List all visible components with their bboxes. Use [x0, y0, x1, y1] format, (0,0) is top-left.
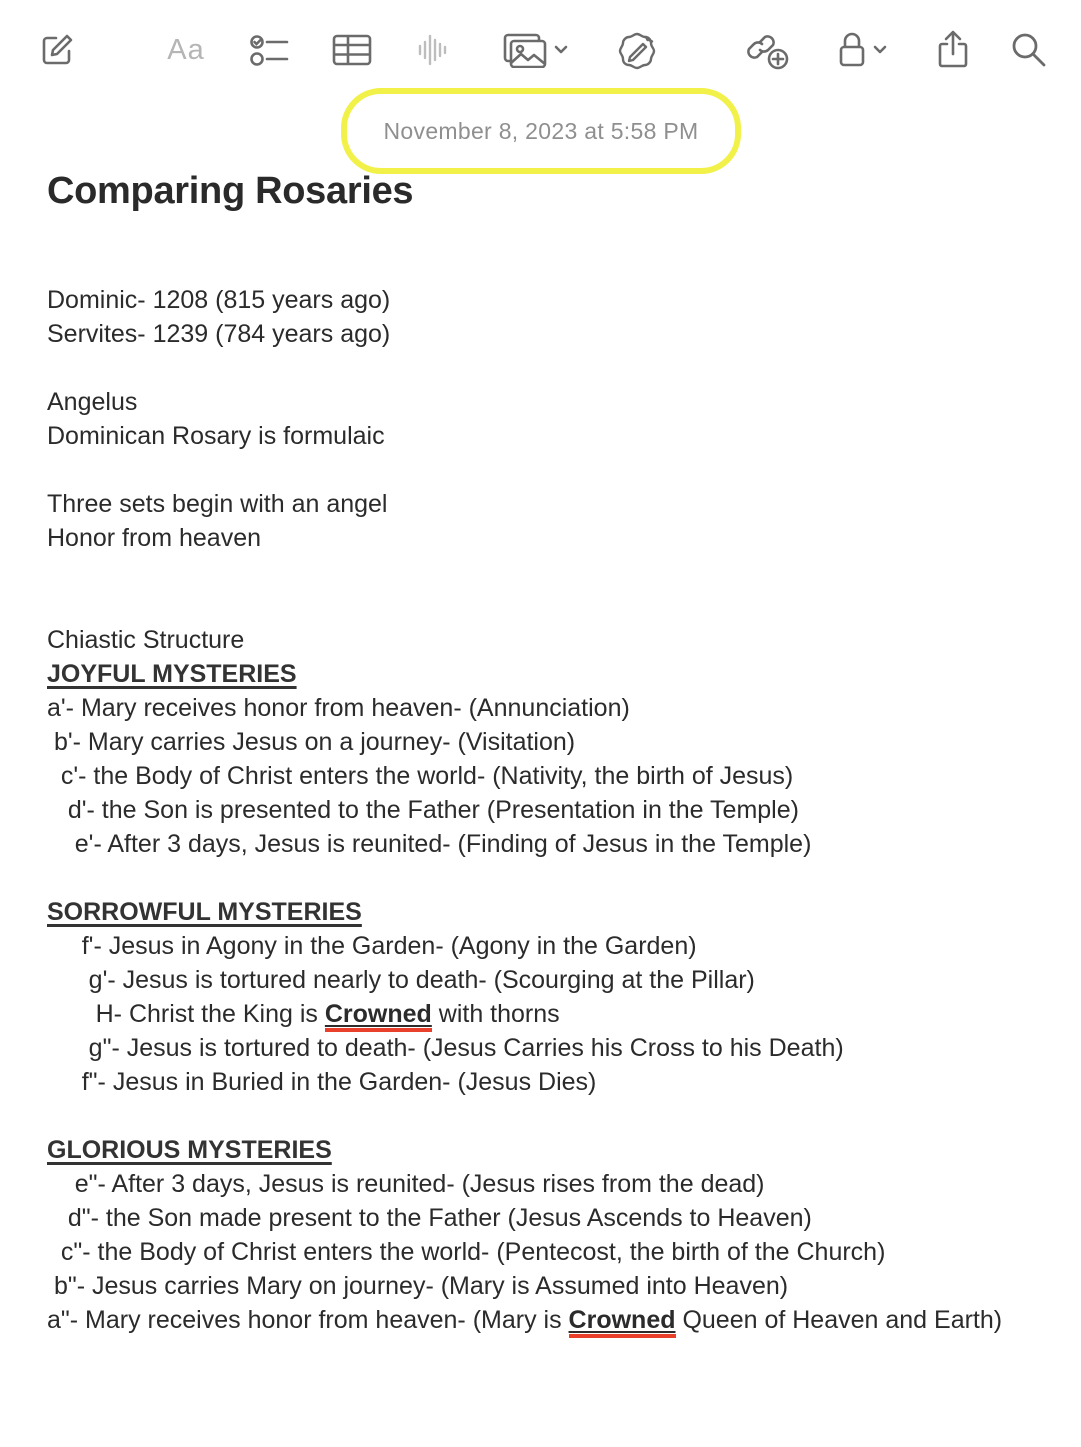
blank-line: [47, 1099, 1057, 1133]
note-line: Dominican Rosary is formulaic: [47, 422, 385, 450]
note-header: [47, 165, 1057, 223]
mystery-line: e"- After 3 days, Jesus is reunited- (Jesus rises from the dead): [47, 1170, 765, 1198]
center-text-before: H- Christ the King is: [47, 1000, 325, 1028]
note-line: Three sets begin with an angel: [47, 490, 388, 518]
center-text-after: with thorns: [431, 1000, 560, 1028]
last-text-before: a"- Mary receives honor from heaven- (Mary is: [47, 1306, 569, 1334]
blank-line: [47, 351, 1057, 385]
mystery-line: b"- Jesus carries Mary on journey- (Mary is Assumed into Heaven): [47, 1272, 789, 1300]
mystery-line: f'- Jesus in Agony in the Garden- (Agony in the Garden): [47, 932, 697, 960]
mystery-line: c"- the Body of Christ enters the world- (Pentecost, the birth of the Church): [47, 1238, 886, 1266]
blank-line: [47, 453, 1057, 487]
chevron-down-icon: [553, 44, 569, 56]
glorious-heading-line: [47, 1133, 1057, 1167]
mystery-line: d'- the Son is presented to the Father (Presentation in the Temple): [47, 796, 799, 824]
share-icon[interactable]: [934, 28, 972, 72]
mystery-line: d"- the Son made present to the Father (Jesus Ascends to Heaven): [47, 1204, 812, 1232]
text-format-label: Aa: [167, 33, 205, 66]
note-line: Servites- 1239 (784 years ago): [47, 320, 391, 348]
mystery-line-last: [47, 1303, 1032, 1337]
joyful-heading: JOYFUL MYSTERIES: [47, 660, 297, 688]
sorrowful-heading-line: [47, 895, 1057, 929]
mystery-line: g"- Jesus is tortured to death- (Jesus Carries his Cross to his Death): [47, 1034, 844, 1062]
mystery-line: a'- Mary receives honor from heaven- (Annunciation): [47, 694, 630, 722]
blank-line: [47, 861, 1057, 895]
note-body[interactable]: [47, 283, 1057, 1337]
blank-line: [47, 589, 1057, 623]
collaborate-icon[interactable]: [744, 28, 792, 72]
mystery-line: c'- the Body of Christ enters the world- (Nativity, the birth of Jesus): [47, 762, 794, 790]
sorrowful-heading: SORROWFUL MYSTERIES: [47, 898, 362, 926]
compose-icon[interactable]: [36, 28, 78, 72]
mystery-line: e'- After 3 days, Jesus is reunited- (Finding of Jesus in the Temple): [47, 830, 812, 858]
mystery-line: g'- Jesus is tortured nearly to death- (Scourging at the Pillar): [47, 966, 755, 994]
note-line: Honor from heaven: [47, 524, 262, 552]
glorious-heading: GLORIOUS MYSTERIES: [47, 1136, 332, 1164]
note-toolbar: [0, 0, 1081, 100]
blank-line: [47, 555, 1057, 589]
joyful-heading-line: [47, 657, 1057, 691]
chevron-down-icon: [872, 44, 888, 56]
table-icon[interactable]: [330, 28, 374, 72]
misspelling-flagged-word[interactable]: Crowned: [569, 1306, 676, 1338]
search-icon[interactable]: [1008, 28, 1050, 72]
media-menu-button[interactable]: [496, 28, 576, 72]
note-date-highlight: [341, 88, 741, 174]
note-title[interactable]: Comparing Rosaries: [47, 170, 414, 212]
lock-icon: [838, 32, 866, 68]
last-text-after: Queen of Heaven and Earth): [675, 1306, 1003, 1334]
note-line: Dominic- 1208 (815 years ago): [47, 286, 391, 314]
audio-waveform-icon[interactable]: [412, 28, 452, 72]
mystery-line: f"- Jesus in Buried in the Garden- (Jesus Dies): [47, 1068, 597, 1096]
photo-library-icon: [503, 32, 547, 68]
checklist-icon[interactable]: [246, 28, 292, 72]
note-line: Angelus: [47, 388, 138, 416]
mystery-line-center: [47, 997, 1057, 1031]
note-line: Chiastic Structure: [47, 626, 245, 654]
mystery-line: b'- Mary carries Jesus on a journey- (Visitation): [47, 728, 576, 756]
lock-menu-button[interactable]: [830, 28, 896, 72]
note-date: November 8, 2023 at 5:58 PM: [383, 117, 699, 144]
text-format-button[interactable]: [160, 28, 212, 72]
misspelling-flagged-word[interactable]: Crowned: [325, 1000, 432, 1032]
writing-tools-icon[interactable]: [614, 28, 660, 72]
